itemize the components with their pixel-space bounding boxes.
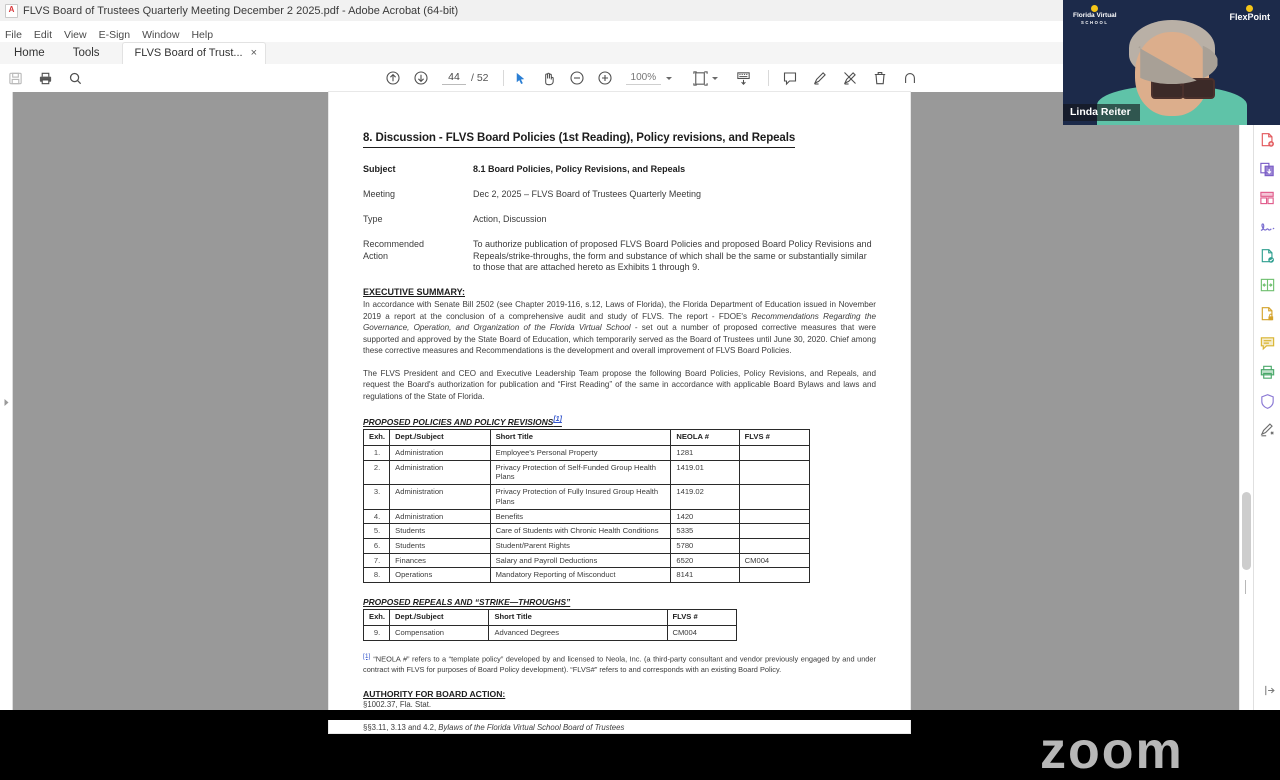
highlight-icon[interactable] <box>811 69 829 87</box>
window-title: FLVS Board of Trustees Quarterly Meeting December 2 2025.pdf - Adobe Acrobat (64-bit) <box>23 4 459 17</box>
cell-exh: 6. <box>364 538 390 553</box>
logo-right-text: FlexPoint <box>1229 12 1270 22</box>
cell-short-title: Salary and Payroll Deductions <box>490 553 671 568</box>
th-neola: NEOLA # <box>671 429 739 445</box>
cell-exh: 4. <box>364 509 390 524</box>
toolbar-divider-1 <box>503 70 504 86</box>
next-page-icon[interactable] <box>412 69 430 87</box>
th-exh: Exh. <box>364 429 390 445</box>
fill-and-sign-icon[interactable] <box>1257 217 1277 237</box>
cell-dept: Administration <box>390 460 490 484</box>
cell-neola: 6520 <box>671 553 739 568</box>
organize-pages-icon[interactable] <box>1257 188 1277 208</box>
zoom-level-field[interactable] <box>626 72 673 85</box>
sun-icon <box>1246 5 1253 12</box>
cell-short-title: Mandatory Reporting of Misconduct <box>490 568 671 583</box>
footnote-marker[interactable]: [1] <box>363 652 371 660</box>
cell-flvs <box>739 538 809 553</box>
cell-neola: 1419.02 <box>671 485 739 509</box>
cell-short-title: Employee's Personal Property <box>490 445 671 460</box>
meta-value-subject: 8.1 Board Policies, Policy Revisions, and Repeals <box>473 164 686 174</box>
authority-line: §1002.37, Fla. Stat. <box>363 699 432 709</box>
meta-label-meeting: Meeting <box>363 188 396 199</box>
toolbar-divider-2 <box>768 70 769 86</box>
participant-name-label: Linda Reiter <box>1063 104 1140 121</box>
cell-flvs <box>739 524 809 539</box>
right-tools-rail <box>1253 92 1280 720</box>
page-number-field[interactable] <box>442 71 489 85</box>
cell-dept: Administration <box>390 509 490 524</box>
executive-summary-paragraph-2: The FLVS President and CEO and Executive Leadership Team propose the following Board Policies, Policy Revisions, and Repeals, and request the Board's authorization for publication and “First Reading” of the same in accordance with applicable Board Bylaws and laws and regulations of the State of Florida. <box>363 368 876 401</box>
search-icon[interactable] <box>66 69 84 87</box>
page-layout-icon[interactable] <box>732 69 754 87</box>
zoom-level-input[interactable]: 100% <box>626 72 662 85</box>
table-row <box>364 568 810 583</box>
th-short-title: Short Title <box>489 610 667 626</box>
close-icon[interactable]: × <box>250 47 257 59</box>
cell-exh: 2. <box>364 460 390 484</box>
cell-dept: Administration <box>390 485 490 509</box>
compress-pdf-icon[interactable] <box>1257 275 1277 295</box>
page-current-input[interactable]: 44 <box>442 71 466 85</box>
tab-home[interactable]: Home <box>14 47 45 59</box>
collapse-panel-icon[interactable] <box>1261 682 1277 698</box>
flexpoint-logo <box>1229 5 1270 22</box>
authority-line: §§3.11, 3.13 and 4.2, Bylaws of the Florida Virtual School Board of Trustees <box>363 722 625 732</box>
th-dept: Dept./Subject <box>390 610 489 626</box>
table-row <box>364 460 810 484</box>
th-dept: Dept./Subject <box>390 429 490 445</box>
cell-flvs <box>739 445 809 460</box>
cell-short-title: Student/Parent Rights <box>490 538 671 553</box>
cell-flvs <box>739 460 809 484</box>
meta-row <box>363 239 876 275</box>
cell-exh: 3. <box>364 485 390 509</box>
cell-neola: 8141 <box>671 568 739 583</box>
cell-exh: 9. <box>364 626 390 641</box>
page-title: 8. Discussion - FLVS Board Policies (1st Reading), Policy revisions, and Repeals <box>363 132 795 148</box>
protection-shield-icon[interactable] <box>1257 391 1277 411</box>
table-row <box>364 626 737 641</box>
meta-label-subject: Subject <box>363 164 396 174</box>
cell-short-title: Advanced Degrees <box>489 626 667 641</box>
previous-page-icon[interactable] <box>384 69 402 87</box>
cell-dept: Students <box>390 538 490 553</box>
cell-exh: 5. <box>364 524 390 539</box>
cell-short-title: Privacy Protection of Self-Funded Group Health Plans <box>490 460 671 484</box>
cell-short-title: Privacy Protection of Fully Insured Group Health Plans <box>490 485 671 509</box>
scan-and-ocr-icon[interactable] <box>1257 362 1277 382</box>
table-row <box>364 445 810 460</box>
table-header-row <box>364 429 810 445</box>
sun-icon <box>1091 5 1098 12</box>
add-comment-icon[interactable] <box>781 69 799 87</box>
cell-flvs <box>739 509 809 524</box>
cell-neola: 1420 <box>671 509 739 524</box>
meta-row <box>363 189 876 201</box>
fit-page-chevron-icon[interactable] <box>712 77 718 80</box>
table1-caption: PROPOSED POLICIES AND POLICY REVISIONS[1] <box>363 416 562 427</box>
meta-value-recommended-action: To authorize publication of proposed FLVS Board Policies and proposed Board Policy Revisions and Repeals/strike-throughs, the form and substance of which shall be the same or substantially similar to those that are attached hereto as Exhibits 1 through 9. <box>473 238 872 273</box>
cell-neola: 1281 <box>671 445 739 460</box>
tab-tools[interactable]: Tools <box>72 47 100 59</box>
select-tool-icon[interactable] <box>512 69 530 87</box>
th-short-title: Short Title <box>490 429 671 445</box>
florida-virtual-school-logo <box>1073 5 1117 25</box>
zoom-out-icon[interactable] <box>568 69 586 87</box>
left-navigation-rail[interactable] <box>0 92 13 720</box>
cell-neola: 1419.01 <box>671 460 739 484</box>
cell-dept: Students <box>390 524 490 539</box>
eyeglasses-bridge <box>1180 84 1184 86</box>
zoom-video-panel[interactable] <box>1063 0 1280 125</box>
zoom-watermark: zoom <box>1040 722 1184 780</box>
expand-navigation-icon[interactable] <box>1 395 11 409</box>
meta-row <box>363 214 876 226</box>
pdf-page <box>329 92 910 733</box>
rotate-icon[interactable] <box>901 69 919 87</box>
cell-flvs <box>739 568 809 583</box>
cell-dept: Administration <box>390 445 490 460</box>
vertical-scrollbar[interactable] <box>1239 92 1253 720</box>
cell-exh: 8. <box>364 568 390 583</box>
protect-pdf-icon[interactable] <box>1257 304 1277 324</box>
meta-label-type: Type <box>363 213 383 224</box>
footnote-text: “NEOLA #” refers to a “template policy” developed by and licensed to Neola, Inc. (a third-party consultant and vendor previously engaged by and under contract with FLVS for purposes of Board Policy development). “FLVS#” refers to and corresponds with an existing Board Policy. <box>363 654 876 675</box>
executive-summary-paragraph-1: In accordance with Senate Bill 2502 (see Chapter 2019-116, s.12, Laws of Florida), the Florida Department of Education issued in November 2019 a report at the conclusion of a comprehensive audit and study of FLVS. The report - FDOE's Recommendations Regarding the Governance, Operation, and Organization of the Florida Virtual School - set out a number of proposed corrective measures that were supported and approved by the State Board of Education, which temporarily served as the Board of Trustees until June 30, 2020. Chief among these corrective measures and Recommendations is the development and overall improvement of FLVS Board Policies. <box>363 300 877 356</box>
table-row <box>364 553 810 568</box>
menu-item-window[interactable]: Window <box>142 29 180 41</box>
menu-item-view[interactable]: View <box>64 29 87 41</box>
save-icon[interactable] <box>6 69 24 87</box>
menu-item-esign[interactable]: E-Sign <box>98 29 131 41</box>
menu-item-help[interactable]: Help <box>191 29 214 41</box>
hand-tool-icon[interactable] <box>540 69 558 87</box>
tab-document-label: FLVS Board of Trust... <box>134 47 243 59</box>
chevron-down-icon[interactable] <box>666 77 672 80</box>
th-exh: Exh. <box>364 610 390 626</box>
cell-neola: 5335 <box>671 524 739 539</box>
document-work-area <box>0 92 1280 780</box>
meta-table <box>363 164 876 274</box>
th-flvs: FLVS # <box>667 610 737 626</box>
scrollbar-tick <box>1245 580 1246 594</box>
redact-icon[interactable] <box>1257 420 1277 440</box>
menu-item-file[interactable]: File <box>5 29 22 41</box>
cell-flvs <box>739 485 809 509</box>
table2-caption: PROPOSED REPEALS AND “STRIKE—THROUGHS” <box>363 597 571 608</box>
th-flvs: FLVS # <box>739 429 809 445</box>
cell-exh: 7. <box>364 553 390 568</box>
bottom-black-bar <box>0 710 1280 720</box>
table1-body <box>364 445 810 582</box>
proposed-policies-table <box>363 429 810 583</box>
cell-dept: Operations <box>390 568 490 583</box>
cell-neola: 5780 <box>671 538 739 553</box>
table-row <box>364 524 810 539</box>
footnote <box>363 652 876 676</box>
fit-page-icon[interactable] <box>689 69 711 87</box>
table2-body <box>364 626 737 641</box>
menu-item-edit[interactable]: Edit <box>33 29 53 41</box>
delete-icon[interactable] <box>871 69 889 87</box>
cell-dept: Compensation <box>390 626 489 641</box>
export-pdf-icon[interactable] <box>1257 246 1277 266</box>
cell-short-title: Benefits <box>490 509 671 524</box>
table-row <box>364 538 810 553</box>
cell-short-title: Care of Students with Chronic Health Conditions <box>490 524 671 539</box>
meta-value-meeting: Dec 2, 2025 – FLVS Board of Trustees Quarterly Meeting <box>473 188 701 199</box>
cell-flvs: CM004 <box>739 553 809 568</box>
table-row <box>364 485 810 509</box>
authority-heading: AUTHORITY FOR BOARD ACTION: <box>363 688 506 699</box>
meta-row <box>363 164 876 176</box>
logo-left-line2: SCHOOL <box>1081 19 1109 25</box>
combine-files-icon[interactable] <box>1257 159 1277 179</box>
zoom-in-icon[interactable] <box>596 69 614 87</box>
meta-label-recommended-action: Recommended Action <box>363 238 425 261</box>
table-header-row <box>364 610 737 626</box>
print-icon[interactable] <box>36 69 54 87</box>
footnote-link[interactable]: [1] <box>553 416 562 424</box>
cell-exh: 1. <box>364 445 390 460</box>
comment-icon[interactable] <box>1257 333 1277 353</box>
scrollbar-thumb[interactable] <box>1242 492 1251 570</box>
proposed-repeals-table <box>363 609 737 641</box>
create-pdf-icon[interactable] <box>1257 130 1277 150</box>
tab-document[interactable] <box>122 42 266 65</box>
executive-summary-heading: EXECUTIVE SUMMARY: <box>363 287 466 298</box>
meta-value-type-text: Action, Discussion <box>473 213 547 224</box>
pdf-file-icon <box>5 4 18 18</box>
logo-left-line1: Florida Virtual <box>1073 12 1117 19</box>
page-total-label: / 52 <box>471 72 489 84</box>
table-row <box>364 509 810 524</box>
cell-dept: Finances <box>390 553 490 568</box>
draw-icon[interactable] <box>841 69 859 87</box>
cell-flvs: CM004 <box>667 626 737 641</box>
